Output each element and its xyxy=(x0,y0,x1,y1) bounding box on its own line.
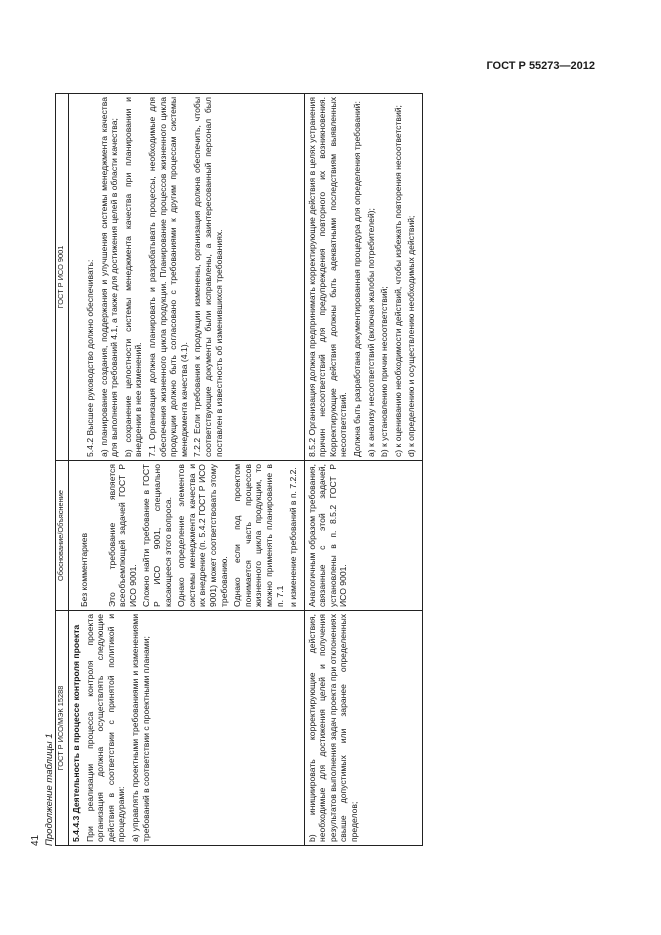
iso9001-text: а) к анализу несоответствий (включая жалобы потребителей); xyxy=(365,208,376,457)
item-a: а) управлять проектными требованиями и изменениями требований в соответствии с проектными планами; xyxy=(129,614,151,842)
column-header-rationale: Обоснование/Объяснение xyxy=(56,461,69,611)
comparison-table xyxy=(55,93,423,846)
cell-rationale xyxy=(304,461,422,611)
rationale-text: Сложно найти требование в ГОСТ Р ИСО 9001, специально касающееся этого вопроса. xyxy=(141,464,173,607)
page-number: 41 xyxy=(30,834,41,846)
iso9001-text: c) к оцениванию необходимости действий, чтобы избежать повторения несоответствий; xyxy=(392,105,403,457)
iso9001-text: Должна быть разработана документированная процедура для определения требований: xyxy=(352,101,363,457)
iso9001-text: а) планирование создания, поддержания и улучшения системы менеджмента качества для выполнения требований 4.1, а также для достижения целей в области качества; xyxy=(98,97,120,457)
column-header-15288: ГОСТ Р ИСО/МЭК 15288 xyxy=(56,611,69,846)
iso9001-text: 8.5.2 Организация должна предпринимать корректирующие действия в целях устранения причин несоответствий для предупреждения повторного их возникновения. Корректирующие действия должны быть адекватными последствиям выявленных несоответствий. xyxy=(306,97,349,457)
table-header-row xyxy=(56,94,69,846)
rationale-text: Аналогичным образом требования, связанные с этой задачей, установлены в п. 8.5.2 ГОСТ Р ИСО 9001. xyxy=(306,464,349,607)
table-row xyxy=(304,94,422,846)
iso9001-text: 7.2.2 Если требования к продукции изменены, организация должна обеспечить, чтобы соответствующие документы были исправлены, а заинтересованный персонал был поставлен в известность об изменившихся требованиях. xyxy=(192,97,224,457)
section-title: 5.4.4.3 Деятельность в процессе контроля проекта xyxy=(71,624,81,842)
column-header-9001: ГОСТ Р ИСО 9001 xyxy=(56,94,69,461)
cell-rationale xyxy=(69,461,305,611)
table-caption: Продолжение таблицы 1 xyxy=(44,733,55,846)
cell-9001 xyxy=(69,94,305,461)
item-b: b) инициировать корректирующие действия, необходимые для достижения целей и получения результатов выполнения задач проекта при отклонениях свыше допустимых или заранее определенных пределов; xyxy=(306,614,360,842)
cell-15288 xyxy=(304,611,422,846)
rationale-text: Без комментариев xyxy=(79,532,89,607)
cell-15288 xyxy=(69,611,305,846)
section-intro: При реализации процесса контроля проекта организация должна осуществлять следующие действия в соответствии с принятой политикой и процедурами: xyxy=(84,614,127,842)
rationale-text: Однако определение элементов системы менеджмента качества и их внедрение (п. 5.4.2 ГОСТ Р ИСО 9001) может соответствовать этому требованию. xyxy=(176,464,229,607)
iso9001-text: 5.4.2 Высшее руководство должно обеспечивать: xyxy=(85,259,95,457)
rotated-page-content xyxy=(44,94,594,846)
rationale-text: Это требование является всеобъемлющей задачей ГОСТ Р ИСО 9001. xyxy=(106,464,138,607)
rationale-text: Однако если под проектом понимается часть процессов жизненного цикла продукции, то можно применять планирование в п. 7.1 xyxy=(232,464,285,607)
table-row xyxy=(69,94,305,846)
iso9001-text: b) сохранение целостности системы менеджмента качества при планировании и внедрении в нее изменений. xyxy=(122,97,144,457)
cell-9001 xyxy=(304,94,422,461)
iso9001-text: d) к определению и осуществлению необходимых действий; xyxy=(406,215,417,457)
rationale-text: и изменение требований в п. 7.2.2. xyxy=(288,467,299,607)
iso9001-text: 7.1 Организация должна планировать и разрабатывать процессы, необходимые для обеспечения жизненного цикла продукции. Планирование процессов жизненного цикла продукции должно быть согласовано с требованиями к другим процессам системы менеджмента качества (4.1). xyxy=(146,97,189,457)
iso9001-text: b) к установлению причин несоответствий; xyxy=(379,286,390,457)
document-code: ГОСТ Р 55273—2012 xyxy=(486,60,595,72)
